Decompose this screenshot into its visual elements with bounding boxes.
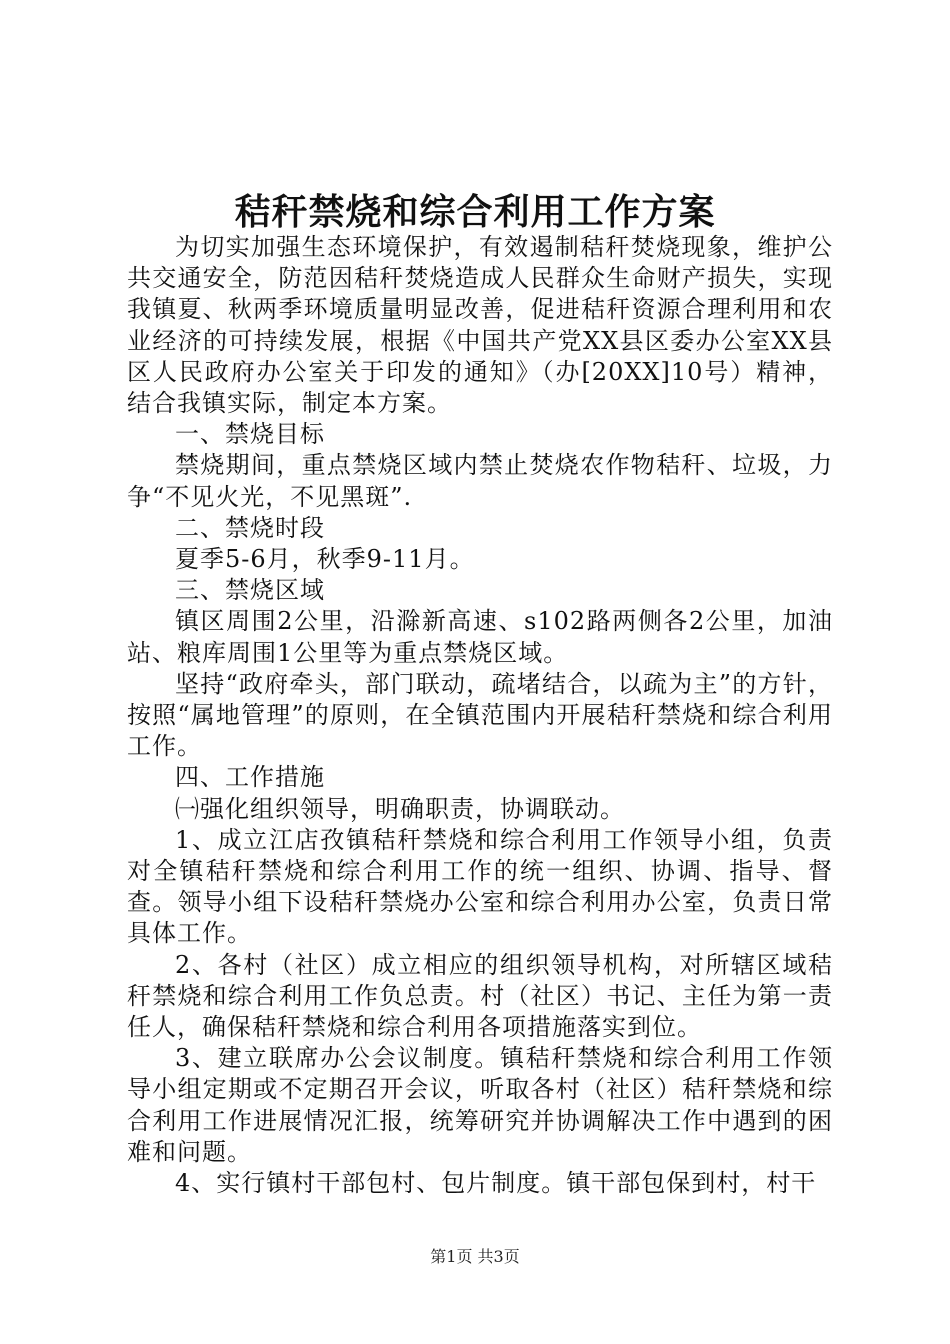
section-heading-goal: 一、禁烧目标: [175, 420, 325, 449]
measure-item-1: 1、成立江店孜镇秸秆禁烧和综合利用工作领导小组，负责对全镇秸秆禁烧和综合利用工作的统一组织、协调、指导、督查。领导小组下设秸秆禁烧办公室和综合利用办公室，负责日常具体工作。: [127, 825, 833, 948]
intro-paragraph: 为切实加强生态环境保护，有效遏制秸秆焚烧现象，维护公共交通安全，防范因秸秆焚烧造成人民群众生命财产损失，实现我镇夏、秋两季环境质量明显改善，促进秸秆资源合理利用和农业经济的可持续发展，根据《中国共产党XX县区委办公室XX县区人民政府办公室关于印发的通知》（办[20XX]10号）精神，结合我镇实际，制定本方案。: [127, 233, 833, 418]
area-paragraph: 镇区周围2公里，沿滁新高速、s102路两侧各2公里，加油站、粮库周围1公里等为重点禁烧区域。: [127, 607, 833, 667]
section-heading-area: 三、禁烧区域: [175, 576, 325, 605]
principle-paragraph: 坚持“政府牵头，部门联动，疏堵结合，以疏为主”的方针，按照“属地管理”的原则，在全镇范围内开展秸秆禁烧和综合利用工作。: [127, 669, 833, 761]
document-body: [127, 232, 833, 1199]
goal-paragraph: 禁烧期间，重点禁烧区域内禁止焚烧农作物秸秆、垃圾，力争“不见火光，不见黑斑”.: [127, 451, 833, 511]
section-heading-measures: 四、工作措施: [175, 763, 325, 792]
page-number-footer: 第1页 共3页: [430, 1247, 520, 1266]
period-paragraph: 夏季5-6月，秋季9-11月。: [175, 545, 475, 574]
measure-item-2: 2、各村（社区）成立相应的组织领导机构，对所辖区域秸秆禁烧和综合利用工作负总责。村（社区）书记、主任为第一责任人，确保秸秆禁烧和综合利用各项措施落实到位。: [127, 950, 833, 1042]
subsection-heading-organization: ㈠强化组织领导，明确职责，协调联动。: [175, 794, 625, 823]
measure-item-4: 4、实行镇村干部包村、包片制度。镇干部包保到村，村干: [175, 1169, 817, 1198]
measure-item-3: 3、建立联席办公会议制度。镇秸秆禁烧和综合利用工作领导小组定期或不定期召开会议，听取各村（社区）秸秆禁烧和综合利用工作进展情况汇报，统筹研究并协调解决工作中遇到的困难和问题。: [127, 1044, 833, 1166]
document-title: 秸秆禁烧和综合利用工作方案: [234, 191, 716, 233]
section-heading-period: 二、禁烧时段: [175, 513, 325, 542]
